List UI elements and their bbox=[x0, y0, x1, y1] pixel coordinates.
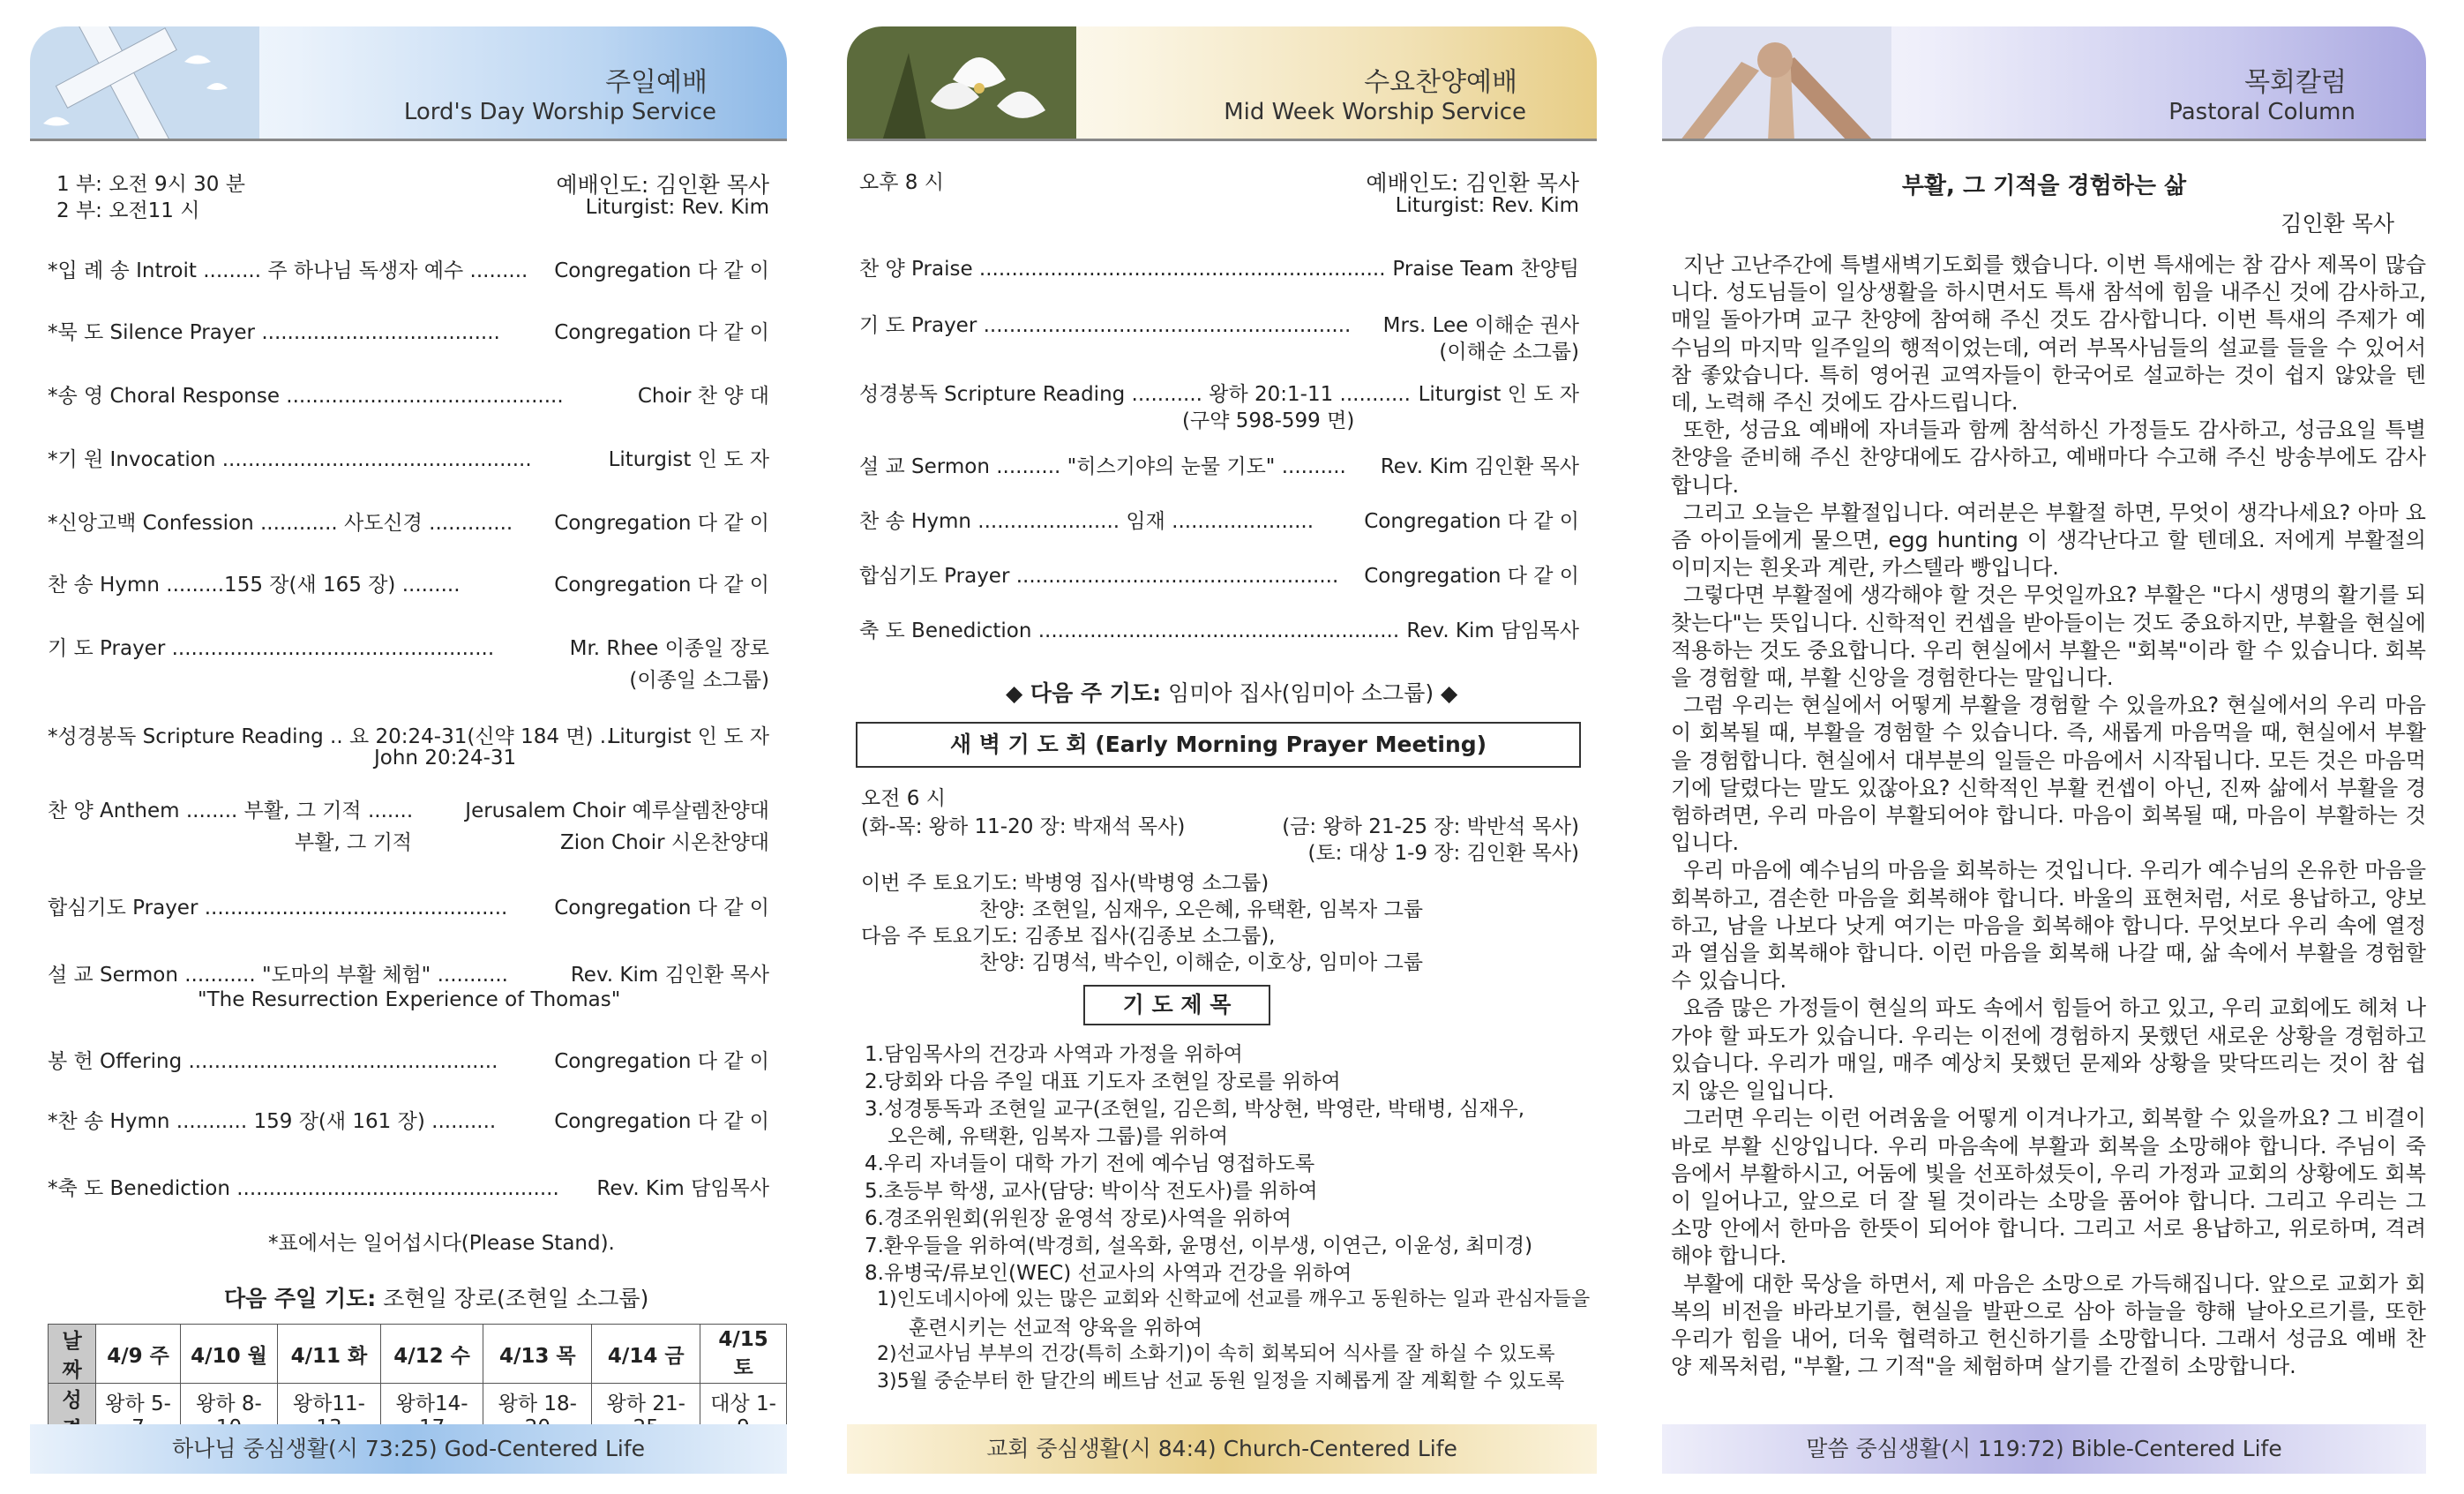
order-item-label: 찬 송 Hymn .........155 장(새 165 장) ......... bbox=[48, 574, 461, 597]
saturday-prayer-line: 찬양: 김명석, 박수인, 이해순, 이호상, 임미아 그룹 bbox=[979, 951, 1424, 974]
column-author: 김인환 목사 bbox=[2281, 211, 2394, 236]
liturgist: Liturgist: Rev. Kim bbox=[1395, 194, 1579, 217]
time-line: 1 부: 오전 9시 30 분 bbox=[56, 173, 245, 196]
lily-flower-icon bbox=[847, 26, 1076, 141]
prayer-topic: 4.우리 자녀들이 대학 가기 전에 예수님 영접하도록 bbox=[865, 1152, 1315, 1175]
order-item-label: *축 도 Benediction .................................................. bbox=[48, 1177, 559, 1200]
header-title-ko: 주일예배 bbox=[605, 67, 708, 98]
saturday-prayer-line: 찬양: 조현일, 심재우, 오은혜, 유택환, 임복자 그룹 bbox=[979, 898, 1424, 921]
order-item-right: Rev. Kim 담임목사 bbox=[596, 1177, 769, 1200]
prayer-topic: 7.환우들을 위하여(박경희, 설옥화, 윤명선, 이부생, 이연근, 이윤성, 최미경) bbox=[865, 1235, 1533, 1258]
order-item-label: 봉 헌 Offering ................................................ bbox=[48, 1050, 498, 1073]
prayer-topic: 1.담임목사의 건강과 사역과 가정을 위하여 bbox=[865, 1043, 1243, 1066]
table-cell: 4/13 목 bbox=[483, 1325, 592, 1384]
order-item-right: Rev. Kim 담임목사 bbox=[1406, 619, 1579, 642]
order-item-label: *묵 도 Silence Prayer ..................................... bbox=[48, 321, 500, 344]
order-item-label: *신앙고백 Confession ............ 사도신경 ............. bbox=[48, 512, 513, 535]
order-item-label: 찬 양 Anthem ........ 부활, 그 기적 ....... bbox=[48, 800, 414, 822]
order-item-sub: "The Resurrection Experience of Thomas" bbox=[198, 988, 621, 1011]
order-item-label: 찬 송 Hymn ...................... 임재 ...................... bbox=[859, 510, 1314, 533]
order-item-right: Liturgist 인 도 자 bbox=[608, 448, 769, 471]
table-cell: 4/10 월 bbox=[180, 1325, 277, 1384]
footer-motto: 교회 중심생활(시 84:4) Church-Centered Life bbox=[847, 1424, 1597, 1474]
order-item-sub: (구약 598-599 면) bbox=[1182, 409, 1355, 432]
order-item-right: Jerusalem Choir 예루살렘찬양대 bbox=[465, 800, 769, 822]
table-row bbox=[49, 1325, 787, 1384]
column-body bbox=[1671, 252, 2426, 1380]
column-paragraph: 요즘 많은 가정들이 현실의 파도 속에서 힘들어 하고 있고, 우리 교회에도 헤쳐 나가야 할 파도가 있습니다. 우리는 이전에 경험하지 못했던 새로운 상황을 경험하고 있습니다. 우리가 매일, 매주 예상치 못했던 문제와 상황을 맞닥뜨리는 것이 참 쉽지 않은 일입니다. bbox=[1671, 995, 2426, 1104]
table-cell: 성 bbox=[49, 1384, 96, 1443]
header-title-en: Mid Week Worship Service bbox=[1224, 99, 1526, 125]
column-paragraph: 그리고 오늘은 부활절입니다. 여러분은 부활절 하면, 무엇이 생각나세요? 아마 요즘 아이들에게 물으면, egg hunting 이 생각난다고 할 텐데요. 저에게 부활절의 이미지는 흰옷과 계란, 카스텔라 빵입니다. bbox=[1671, 499, 2426, 581]
sunday-worship-panel bbox=[30, 26, 787, 1474]
column-paragraph: 그러면 우리는 이런 어려움을 어떻게 이겨나가고, 회복할 수 있을까요? 그 비결이 바로 부활 신앙입니다. 우리 마음속에 부활과 회복을 소망해야 합니다. 주님이 죽음에서 부활하시고, 어둠에 빛을 선포하셨듯이, 우리 가정과 교회의 상황에도 회복이 일어나고, 앞으로 더 잘 될 것이라는 소망을 품어야 합니다. 그리고 우리는 그 소망 안에서 한마음 한뜻이 되어야 합니다. 그리고 서로 용납하고, 위로하며, 격려해야 합니다. bbox=[1671, 1106, 2426, 1269]
column-paragraph: 우리 마음에 예수님의 마음을 회복하는 것입니다. 우리가 예수님의 온유한 마음을 회복하고, 겸손한 마음을 회복해야 합니다. 바울의 표현처럼, 서로 용납하고, 양보하고, 남을 나보다 낫게 여기는 마음을 회복해야 합니다. 무엇보다 우리 속에 열정과 열심을 회복해야 합니다. 이런 마음을 회복해 나갈 때, 삶 속에서 부활을 경험할 수 있습니다. bbox=[1671, 858, 2426, 994]
worship-leader: 예배인도: 김인환 목사 bbox=[556, 172, 769, 198]
next-prayer-name: 조현일 장로(조현일 소그룹) bbox=[383, 1286, 649, 1311]
order-item-label: 찬 양 Praise ............................................................... bbox=[859, 258, 1386, 281]
order-item-label: *기 원 Invocation ................................................ bbox=[48, 448, 532, 471]
prayer-topic: 2.당회와 다음 주일 대표 기도자 조현일 장로를 위하여 bbox=[865, 1070, 1341, 1093]
order-item-label: 기 도 Prayer .................................................. bbox=[48, 637, 495, 660]
header-title-en: Lord's Day Worship Service bbox=[403, 99, 716, 125]
table-cell: 4/11 화 bbox=[278, 1325, 381, 1384]
table-cell: 4/12 수 bbox=[380, 1325, 483, 1384]
order-item-label: 설 교 Sermon ........... "도마의 부활 체험" ........... bbox=[48, 964, 508, 987]
time-line: 오후 8 시 bbox=[859, 171, 944, 194]
column-paragraph: 부활에 대한 묵상을 하면서, 제 마음은 소망으로 가득해집니다. 앞으로 교회가 회복의 비전을 바라보기를, 현실을 발판으로 삼아 하늘을 향해 날아오르기를, 또한 우리가 힘을 내어, 더욱 협력하고 헌신하기를 소망합니다. 그래서 성금요 예배 찬양 제목처럼, "부활, 그 기적"을 체험하며 살기를 간절히 소망합니다. bbox=[1671, 1271, 2426, 1379]
prayer-topic: 8.유병국/류보인(WEC) 선교사의 사역과 건강을 위하여 bbox=[865, 1262, 1352, 1285]
divider bbox=[1662, 139, 2426, 141]
order-item-label: 축 도 Benediction ........................................................ bbox=[859, 619, 1400, 642]
prayer-topic: 훈련시키는 선교적 양육을 위하여 bbox=[909, 1317, 1202, 1340]
prayer-topic: 3.성경통독과 조현일 교구(조현일, 김은희, 박상현, 박영란, 박태병, 심재우, bbox=[865, 1098, 1525, 1121]
saturday-prayer-line: 이번 주 토요기도: 박병영 집사(박병영 소그룹) bbox=[861, 872, 1269, 895]
next-prayer-label: 다음 주일 기도: bbox=[224, 1286, 377, 1311]
footer-motto: 하나님 중심생활(시 73:25) God-Centered Life bbox=[30, 1424, 787, 1474]
order-item-label: *송 영 Choral Response ........................................... bbox=[48, 385, 564, 408]
column-paragraph: 지난 고난주간에 특별새벽기도회를 했습니다. 이번 특새에는 참 감사 제목이 많습니다. 성도님들이 일상생활을 하시면서도 특새 참석에 힘을 내주신 것에 감사하고, 매일 돌아가며 교구 찬양에 참여해 주신 것도 감사합니다. 이번 특새의 주제가 예수님의 마지막 일주일의 행적이었는데, 여러 부목사님들의 설교를 들을 수 있어서 참 좋았습니다. 특히 영어권 교역자들이 한국어로 설교하는 것이 쉽지 않았을 텐데, 노력해 주신 것에도 감사드립니다. bbox=[1671, 252, 2426, 416]
table-cell: 4/9 주 bbox=[96, 1325, 181, 1384]
order-item-right: Congregation 다 같 이 bbox=[554, 1110, 769, 1133]
table-cell: 날짜 bbox=[49, 1325, 96, 1384]
order-item-label: *성경봉독 Scripture Reading .. 요 20:24-31(신약 184 면) .. bbox=[48, 725, 613, 748]
order-item-sub: Zion Choir 시온찬양대 bbox=[559, 831, 769, 854]
sunday-header bbox=[30, 26, 787, 141]
order-item-right: Rev. Kim 김인환 목사 bbox=[570, 964, 769, 987]
pastoral-header bbox=[1662, 26, 2426, 141]
order-item-label: 합심기도 Prayer ............................................... bbox=[48, 897, 508, 920]
order-item-label: 성경봉독 Scripture Reading ........... 왕하 20:1-11 ........... bbox=[859, 383, 1411, 406]
time-line: 2 부: 오전11 시 bbox=[56, 199, 200, 222]
order-item-right: Rev. Kim 김인환 목사 bbox=[1380, 455, 1579, 478]
divider bbox=[847, 139, 1597, 141]
column-title: 부활, 그 기적을 경험하는 삶 bbox=[1901, 173, 2187, 199]
order-item-right: Mr. Rhee 이종일 장로 bbox=[569, 637, 769, 660]
order-item-label: *입 례 송 Introit ......... 주 하나님 독생자 예수 ......... bbox=[48, 259, 528, 282]
order-item-right: Congregation 다 같 이 bbox=[554, 574, 769, 597]
table-cell: 왕하11- bbox=[278, 1384, 381, 1443]
order-item-sub-left: 부활, 그 기적 bbox=[295, 831, 413, 854]
order-item-right: Liturgist 인 도 자 bbox=[1418, 383, 1579, 406]
order-item-sub: John 20:24-31 bbox=[374, 747, 517, 770]
order-item-right: Congregation 다 같 이 bbox=[1364, 510, 1579, 533]
table-cell: 4/15 토 bbox=[700, 1325, 787, 1384]
column-paragraph: 그렇다면 부활절에 생각해야 할 것은 무엇일까요? 부활은 "다시 생명의 활기를 되찾는다"는 뜻입니다. 신학적인 컨셉을 받아들이는 것도 중요하지만, 부활을 현실에 적용하는 것도 중요합니다. 우리 현실에서 부활은 "회복"이라 할 수 있습니다. 회복을 경험할 때, 부활 신앙을 경험한다는 말입니다. bbox=[1671, 582, 2426, 691]
pastoral-column-panel bbox=[1662, 26, 2426, 1474]
next-prayer-name: 임미아 집사(임미아 소그룹) ◆ bbox=[1168, 680, 1458, 706]
order-item-right: Congregation 다 같 이 bbox=[554, 321, 769, 344]
prayer-topics-title: 기 도 제 목 bbox=[1083, 985, 1270, 1025]
table-cell: 4/14 금 bbox=[592, 1325, 700, 1384]
early-time: 오전 6 시 bbox=[861, 787, 946, 810]
early-schedule-right: (토: 대상 1-9 장: 김인환 목사) bbox=[1307, 842, 1579, 865]
next-prayer bbox=[1006, 676, 1457, 708]
order-item-label: 기 도 Prayer ......................................................... bbox=[859, 314, 1352, 337]
order-item-label: 합심기도 Prayer .................................................. bbox=[859, 565, 1339, 588]
midweek-worship-panel bbox=[847, 26, 1597, 1474]
order-item-sub: (이해순 소그룹) bbox=[1439, 341, 1579, 364]
header-title-ko: 목회칼럼 bbox=[2244, 67, 2347, 98]
order-item-right: Congregation 다 같 이 bbox=[554, 512, 769, 535]
early-prayer-title: 새 벽 기 도 회 (Early Morning Prayer Meeting) bbox=[856, 722, 1581, 768]
header-title-ko: 수요찬양예배 bbox=[1364, 67, 1517, 98]
liturgist: Liturgist: Rev. Kim bbox=[585, 196, 769, 219]
saturday-prayer-line: 다음 주 토요기도: 김종보 집사(김종보 소그룹), bbox=[861, 925, 1276, 948]
order-item-label: *찬 송 Hymn ........... 159 장(새 161 장) .......... bbox=[48, 1110, 497, 1133]
table-cell: 대상 1- bbox=[700, 1384, 787, 1443]
worship-leader: 예배인도: 김인환 목사 bbox=[1366, 170, 1579, 196]
order-item-right: Congregation 다 같 이 bbox=[554, 259, 769, 282]
order-item-right: Praise Team 찬양팀 bbox=[1392, 258, 1579, 281]
next-prayer-label: ◆ 다음 주 기도: bbox=[1006, 680, 1162, 706]
joined-hands-icon bbox=[1662, 26, 1891, 141]
order-item-right: Choir 찬 양 대 bbox=[637, 385, 769, 408]
prayer-topic: 6.경조위원회(위원장 윤영석 장로)사역을 위하여 bbox=[865, 1207, 1292, 1230]
column-paragraph: 그럼 우리는 현실에서 어떻게 부활을 경험할 수 있을까요? 현실에서의 우리 마음이 회복될 때, 부활을 경험할 수 있습니다. 즉, 새롭게 마음먹을 때, 현실에서 부활을 경험합니다. 현실에서 대부분의 일들은 마음에서 시작됩니다. 모든 것은 마음먹기에 달렸다는 말도 있잖아요? 신학적인 부활 컨셉이 아닌, 진짜 삶에서 부활을 경험하려면, 우리 마음이 부활되어야 합니다. 마음이 회복될 때, 마음이 부활하는 것입니다. bbox=[1671, 693, 2426, 856]
footer-motto: 말씀 중심생활(시 119:72) Bible-Centered Life bbox=[1662, 1424, 2426, 1474]
stand-note: *표에서는 일어섭시다(Please Stand). bbox=[268, 1232, 615, 1255]
prayer-topic: 오은혜, 유택환, 임복자 그룹)를 위하여 bbox=[887, 1125, 1229, 1148]
table-cell: 왕하 21- bbox=[592, 1384, 700, 1443]
early-schedule-right: (금: 왕하 21-25 장: 박반석 목사) bbox=[1282, 815, 1579, 838]
cross-doves-icon bbox=[30, 26, 259, 141]
order-item-right: Congregation 다 같 이 bbox=[554, 1050, 769, 1073]
next-prayer bbox=[224, 1281, 648, 1313]
divider bbox=[30, 139, 787, 141]
early-schedule-left: (화-목: 왕하 11-20 장: 박재석 목사) bbox=[861, 815, 1186, 838]
order-item-label: 설 교 Sermon .......... "히스기야의 눈물 기도" .......... bbox=[859, 455, 1346, 478]
table-cell: 왕하 18- bbox=[483, 1384, 592, 1443]
order-item-right: Liturgist 인 도 자 bbox=[608, 725, 769, 748]
order-item-right: Congregation 다 같 이 bbox=[554, 897, 769, 920]
table-cell: 왕하14- bbox=[380, 1384, 483, 1443]
column-paragraph: 또한, 성금요 예배에 자녀들과 함께 참석하신 가정들도 감사하고, 성금요일 특별 찬양을 준비해 주신 찬양대에도 감사하고, 예배마다 수고해 주신 방송부에도 감사합니다. bbox=[1671, 417, 2426, 498]
prayer-topic: 3)5월 중순부터 한 달간의 베트남 선교 동원 일정을 지혜롭게 잘 계획할 수 있도록 bbox=[877, 1370, 1565, 1393]
prayer-topic: 1)인도네시아에 있는 많은 교회와 신학교에 선교를 깨우고 동원하는 일과 관심자들을 bbox=[877, 1288, 1591, 1310]
table-cell: 왕하 5- bbox=[96, 1384, 181, 1443]
prayer-topic: 5.초등부 학생, 교사(담당: 박이삭 전도사)를 위하여 bbox=[865, 1180, 1318, 1203]
midweek-header bbox=[847, 26, 1597, 141]
table-cell: 왕하 8- bbox=[180, 1384, 277, 1443]
prayer-topic: 2)선교사님 부부의 건강(특히 소화기)이 속히 회복되어 식사를 잘 하실 수 있도록 bbox=[877, 1343, 1555, 1365]
header-title-en: Pastoral Column bbox=[2168, 99, 2355, 125]
order-item-right: Congregation 다 같 이 bbox=[1364, 565, 1579, 588]
order-item-right: Mrs. Lee 이해순 권사 bbox=[1382, 314, 1579, 337]
order-item-sub: (이종일 소그룹) bbox=[629, 669, 769, 692]
